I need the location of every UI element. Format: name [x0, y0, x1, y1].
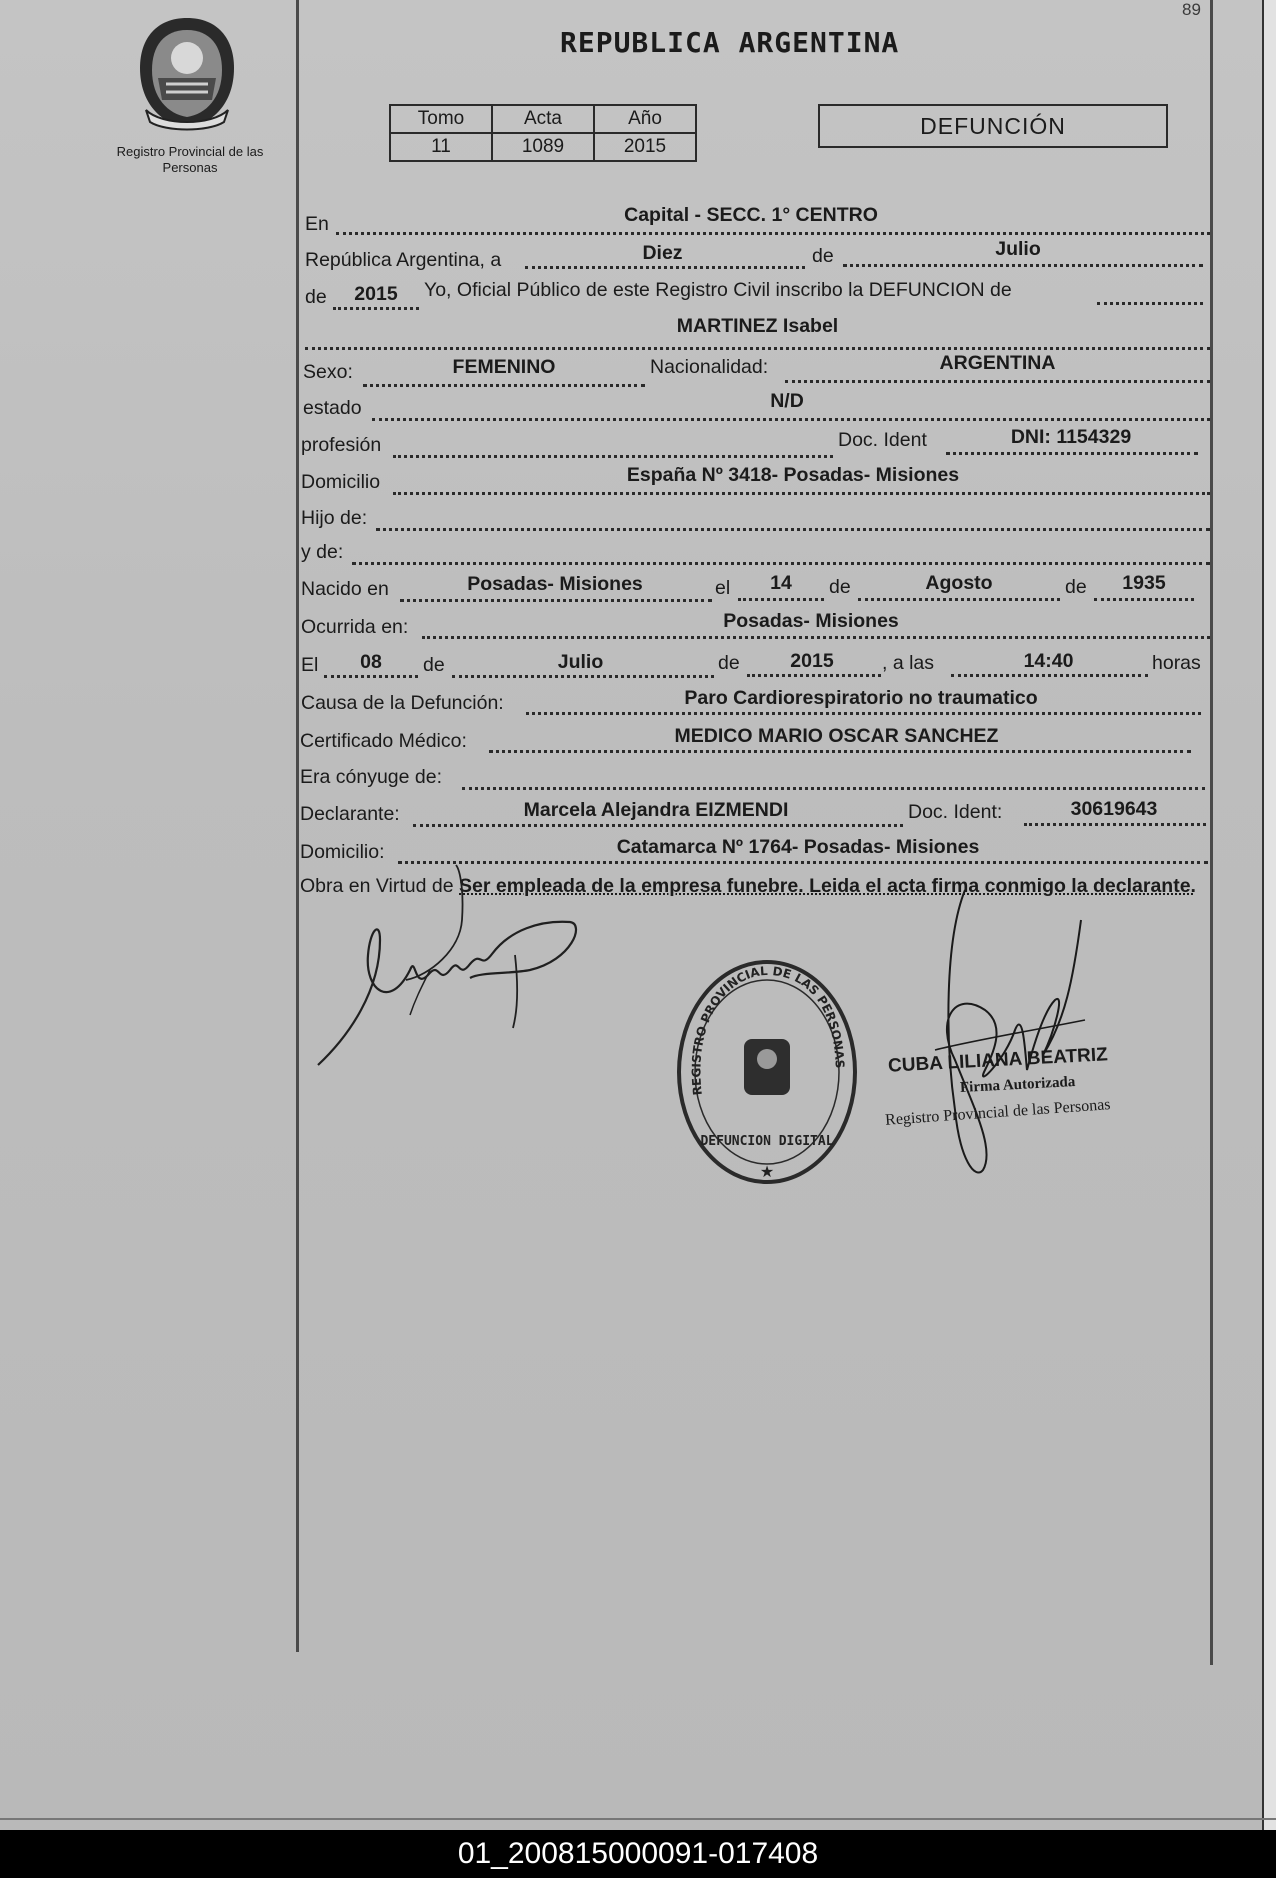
field-line-hijo-de	[376, 506, 1210, 531]
value-nacido-lugar: Posadas- Misiones	[467, 573, 643, 595]
label-nacido-en: Nacido en	[301, 578, 389, 600]
label-obra: Obra en Virtud de	[300, 875, 454, 897]
label-de-def-mes: de	[423, 654, 445, 676]
value-acta: 1089	[492, 133, 594, 161]
label-y-de: y de:	[301, 541, 344, 563]
field-line-conyuge	[462, 765, 1205, 790]
official-seal	[672, 955, 862, 1190]
value-causa: Paro Cardiorespiratorio no traumatico	[684, 687, 1038, 709]
label-causa: Causa de la Defunción:	[301, 692, 504, 714]
left-margin-line	[296, 0, 299, 1652]
document-type-box: DEFUNCIÓN	[818, 104, 1168, 148]
label-de-mes: de	[812, 245, 834, 267]
label-certificado: Certificado Médico:	[300, 730, 467, 752]
page-bottom-line	[0, 1818, 1276, 1820]
value-sexo: FEMENINO	[452, 356, 556, 378]
label-de-def-anio: de	[718, 652, 740, 674]
value-def-anio: 2015	[790, 650, 834, 672]
label-el-fecha: El	[301, 654, 319, 676]
official-name: CUBA LILIANA BEATRIZ	[887, 1044, 1109, 1077]
label-hijo-de: Hijo de:	[301, 507, 368, 529]
label-yo: Yo, Oficial Público de este Registro Civil inscribo la DEFUNCION de	[424, 279, 1012, 301]
field-line-y-de	[352, 540, 1210, 565]
value-certificado: MEDICO MARIO OSCAR SANCHEZ	[674, 725, 999, 747]
header-tomo: Tomo	[390, 105, 492, 133]
value-declarante-doc: 30619643	[1070, 798, 1158, 820]
registry-name: Registro Provincial de las Personas	[116, 144, 264, 175]
label-de-anio: de	[305, 286, 327, 308]
label-ocurrida-en: Ocurrida en:	[301, 616, 409, 638]
value-nombre: MARTINEZ Isabel	[676, 315, 839, 337]
declarant-signature	[310, 860, 590, 1075]
label-horas: horas	[1152, 652, 1201, 674]
value-nacionalidad: ARGENTINA	[939, 352, 1056, 374]
value-domicilio: España Nº 3418- Posadas- Misiones	[626, 464, 960, 486]
value-tomo: 11	[390, 133, 492, 161]
label-republica: República Argentina, a	[305, 249, 502, 271]
value-def-dia: 08	[360, 651, 382, 673]
value-hora: 14:40	[1023, 650, 1074, 672]
field-line-yo	[1097, 280, 1203, 305]
official-org: Registro Provincial de las Personas	[884, 1096, 1112, 1129]
label-profesion: profesión	[301, 434, 382, 456]
scan-id-bar: 01_200815000091-017408	[0, 1830, 1276, 1878]
label-declarante: Declarante:	[300, 803, 400, 825]
document-title: REPUBLICA ARGENTINA	[560, 26, 900, 59]
value-def-mes: Julio	[557, 651, 604, 673]
label-de-nacido-anio: de	[1065, 576, 1087, 598]
value-mes: Julio	[995, 238, 1041, 260]
value-estado: N/D	[770, 390, 804, 412]
label-en: En	[305, 213, 329, 235]
official-role: Firma Autorizada	[959, 1073, 1076, 1097]
seal-star-icon: ★	[759, 1164, 775, 1181]
label-conyuge: Era cónyuge de:	[300, 766, 443, 788]
value-lugar: Capital - SECC. 1° CENTRO	[624, 204, 878, 226]
province-emblem-icon	[132, 14, 242, 132]
value-anio: 2015	[594, 133, 696, 161]
value-dni: DNI: 1154329	[1010, 426, 1132, 448]
value-ocurrida: Posadas- Misiones	[723, 610, 899, 632]
value-declarante: Marcela Alejandra EIZMENDI	[523, 799, 789, 821]
label-domicilio-declarante: Domicilio:	[300, 841, 385, 863]
value-anio: 2015	[354, 283, 398, 305]
label-doc-ident-declarante: Doc. Ident:	[908, 801, 1003, 823]
header-anio: Año	[594, 105, 696, 133]
value-nacido-dia: 14	[770, 572, 792, 594]
header-acta: Acta	[492, 105, 594, 133]
official-signature	[915, 880, 1095, 1180]
next-page-edge	[1262, 0, 1276, 1830]
label-doc-ident: Doc. Ident	[838, 429, 927, 451]
value-nacido-anio: 1935	[1122, 572, 1166, 594]
label-estado: estado	[303, 397, 362, 419]
label-a-las: , a las	[882, 652, 935, 674]
value-dia: Diez	[642, 242, 683, 264]
record-table	[389, 104, 697, 162]
label-de-nacido-mes: de	[829, 576, 851, 598]
label-sexo: Sexo:	[303, 361, 353, 383]
seal-center-text: DEFUNCION DIGITAL	[700, 1134, 834, 1149]
field-line-profesion	[393, 433, 833, 458]
value-declarante-domicilio: Catamarca Nº 1764- Posadas- Misiones	[616, 836, 980, 858]
value-obra: Ser empleada de la empresa funebre. Leida el acta firma conmigo la declarante.	[459, 875, 1196, 897]
label-domicilio: Domicilio	[301, 471, 381, 493]
label-nacionalidad: Nacionalidad:	[650, 356, 769, 378]
right-margin-line	[1210, 0, 1213, 1665]
value-nacido-mes: Agosto	[925, 572, 993, 594]
label-el: el	[715, 577, 731, 599]
page-number: 89	[1182, 0, 1201, 19]
seal-ring-text: REGISTRO PROVINCIAL DE LAS PERSONAS	[689, 963, 847, 1097]
